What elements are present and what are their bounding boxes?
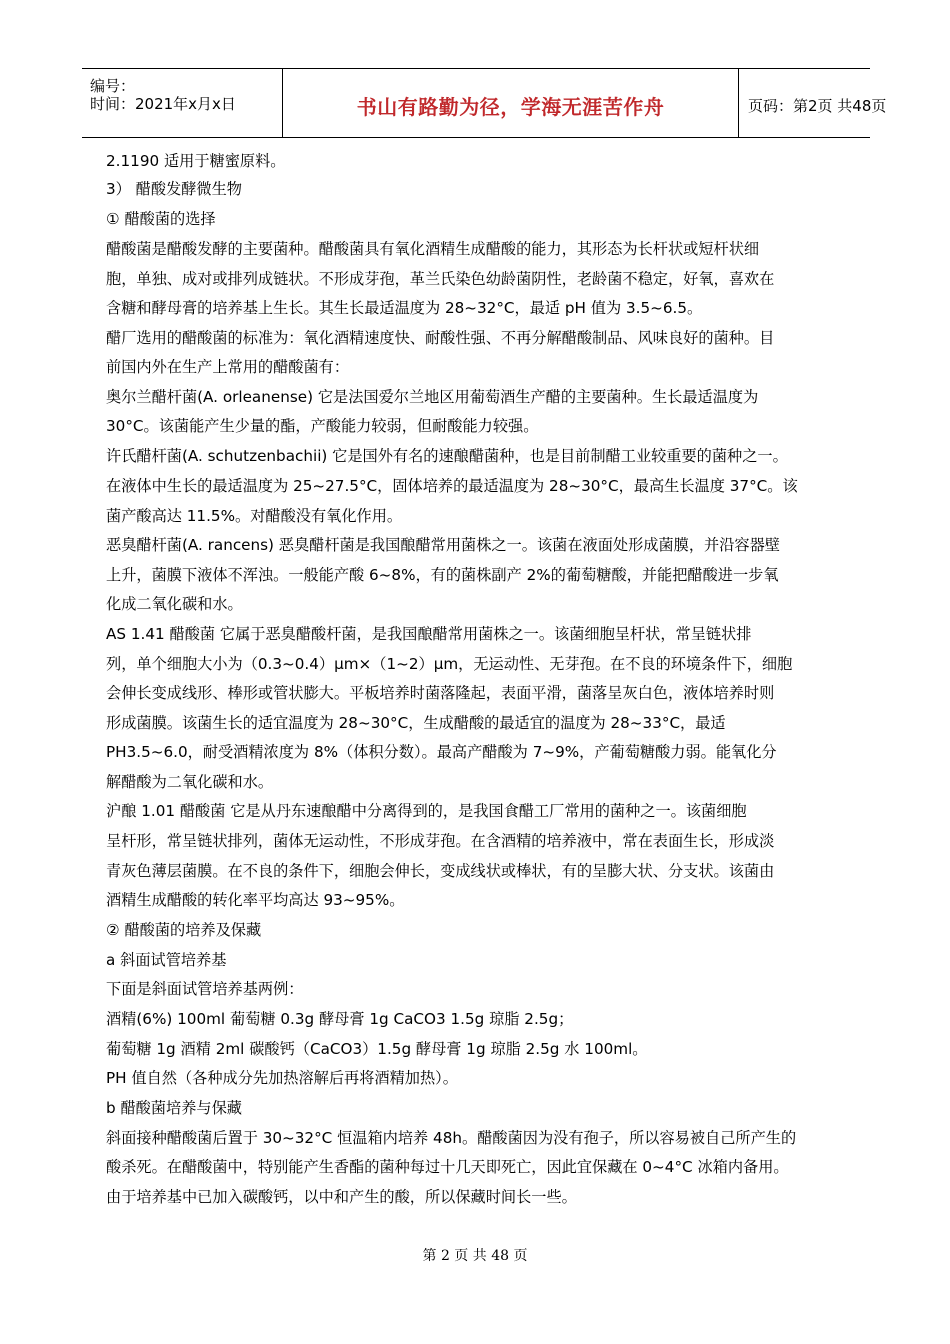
text-line: 前国内外在生产上常用的醋酸菌有：	[106, 358, 349, 376]
text-line: PH3.5~6.0，耐受酒精浓度为 8%（体积分数）。最高产醋酸为 7~9%，产葡萄糖酸力弱。能氧化分	[106, 743, 777, 761]
header-motto: 书山有路勤为径，学海无涯苦作舟	[356, 95, 665, 119]
text-line: 沪酿 1.01 醋酸菌 它是从丹东速酿醋中分离得到的，是我国食醋工厂常用的菌种之一。该菌细胞	[106, 802, 747, 820]
text-line: b 醋酸菌培养与保藏	[106, 1099, 242, 1117]
text-line: 含糖和酵母膏的培养基上生长。其生长最适温度为 28~32°C，最适 pH 值为 3.5~6.5。	[106, 299, 703, 317]
text-line: 上升，菌膜下液体不浑浊。一般能产酸 6~8%，有的菌株副产 2%的葡萄糖酸，并能把醋酸进一步氧	[106, 566, 779, 584]
doc-date-label: 时间：2021年x月x日	[90, 95, 236, 113]
text-line: 酒精(6%) 100ml 葡萄糖 0.3g 酵母膏 1g CaCO3 1.5g 琼脂 2.5g；	[106, 1010, 574, 1028]
page-header	[82, 68, 887, 138]
text-line: 化成二氧化碳和水。	[106, 595, 243, 613]
header-motto-cell	[282, 69, 739, 137]
text-line: 酸杀死。在醋酸菌中，特别能产生香酯的菌种每过十几天即死亡，因此宜保藏在 0~4°C 冰箱内备用。	[106, 1158, 789, 1176]
text-line: 解醋酸为二氧化碳和水。	[106, 773, 274, 791]
text-line: 2.1190 适用于糖蜜原料。	[106, 152, 286, 170]
doc-number-label: 编号：	[90, 77, 136, 95]
text-line: 胞，单独、成对或排列成链状。不形成芽孢，革兰氏染色幼龄菌阴性，老龄菌不稳定，好氧，喜欢在	[106, 270, 775, 288]
text-line: a 斜面试管培养基	[106, 951, 227, 969]
text-line: 下面是斜面试管培养基两例：	[106, 980, 304, 998]
header-right-cell	[738, 69, 887, 137]
text-line: 在液体中生长的最适温度为 25~27.5°C，固体培养的最适温度为 28~30°C，最高生长温度 37°C。该	[106, 477, 798, 495]
text-line: PH 值自然（各种成分先加热溶解后再将酒精加热）。	[106, 1069, 458, 1087]
text-line: ② 醋酸菌的培养及保藏	[106, 921, 262, 939]
text-line: 呈杆形，常呈链状排列，菌体无运动性，不形成芽孢。在含酒精的培养液中，常在表面生长，形成淡	[106, 832, 775, 850]
text-line: 形成菌膜。该菌生长的适宜温度为 28~30°C，生成醋酸的最适宜的温度为 28~33°C，最适	[106, 714, 726, 732]
text-line: 斜面接种醋酸菌后置于 30~32°C 恒温箱内培养 48h。醋酸菌因为没有孢子，所以容易被自己所产生的	[106, 1129, 797, 1147]
text-line: 由于培养基中已加入碳酸钙，以中和产生的酸，所以保藏时间长一些。	[106, 1188, 577, 1206]
text-line: 会伸长变成线形、棒形或管状膨大。平板培养时菌落隆起，表面平滑，菌落呈灰白色，液体培养时则	[106, 684, 775, 702]
text-line: 青灰色薄层菌膜。在不良的条件下，细胞会伸长，变成线状或棒状，有的呈膨大状、分支状。该菌由	[106, 862, 775, 880]
header-left-cell	[82, 69, 282, 137]
text-line: 酒精生成醋酸的转化率平均高达 93~95%。	[106, 891, 405, 909]
text-line: 恶臭醋杆菌(A. rancens) 恶臭醋杆菌是我国酿醋常用菌株之一。该菌在液面处形成菌膜，并沿容器壁	[106, 536, 780, 554]
text-line: 醋酸菌是醋酸发酵的主要菌种。醋酸菌具有氧化酒精生成醋酸的能力，其形态为长杆状或短杆状细	[106, 240, 760, 258]
text-line: ① 醋酸菌的选择	[106, 210, 216, 228]
text-line: 醋厂选用的醋酸菌的标准为：氧化酒精速度快、耐酸性强、不再分解醋酸制品、风味良好的菌种。目	[106, 329, 775, 347]
text-line: 许氏醋杆菌(A. schutzenbachii) 它是国外有名的速酿醋菌种，也是目前制醋工业较重要的菌种之一。	[106, 447, 788, 465]
text-line: 30°C。该菌能产生少量的酯，产酸能力较弱，但耐酸能力较强。	[106, 417, 539, 435]
text-line: AS 1.41 醋酸菌 它属于恶臭醋酸杆菌，是我国酿醋常用菌株之一。该菌细胞呈杆状，常呈链状排	[106, 625, 752, 643]
header-page-info: 页码：第2页 共48页	[748, 97, 887, 115]
text-line: 奥尔兰醋杆菌(A. orleanense) 它是法国爱尔兰地区用葡萄酒生产醋的主要菌种。生长最适温度为	[106, 388, 759, 406]
text-line: 列，单个细胞大小为（0.3~0.4）μm×（1~2）μm，无运动性、无芽孢。在不良的环境条件下，细胞	[106, 655, 793, 673]
text-line: 葡萄糖 1g 酒精 2ml 碳酸钙（CaCO3）1.5g 酵母膏 1g 琼脂 2.5g 水 100ml。	[106, 1040, 648, 1058]
page-footer: 第 2 页 共 48 页	[422, 1248, 528, 1264]
text-line: 菌产酸高达 11.5%。对醋酸没有氧化作用。	[106, 507, 403, 525]
text-line: 3） 醋酸发酵微生物	[106, 180, 242, 198]
